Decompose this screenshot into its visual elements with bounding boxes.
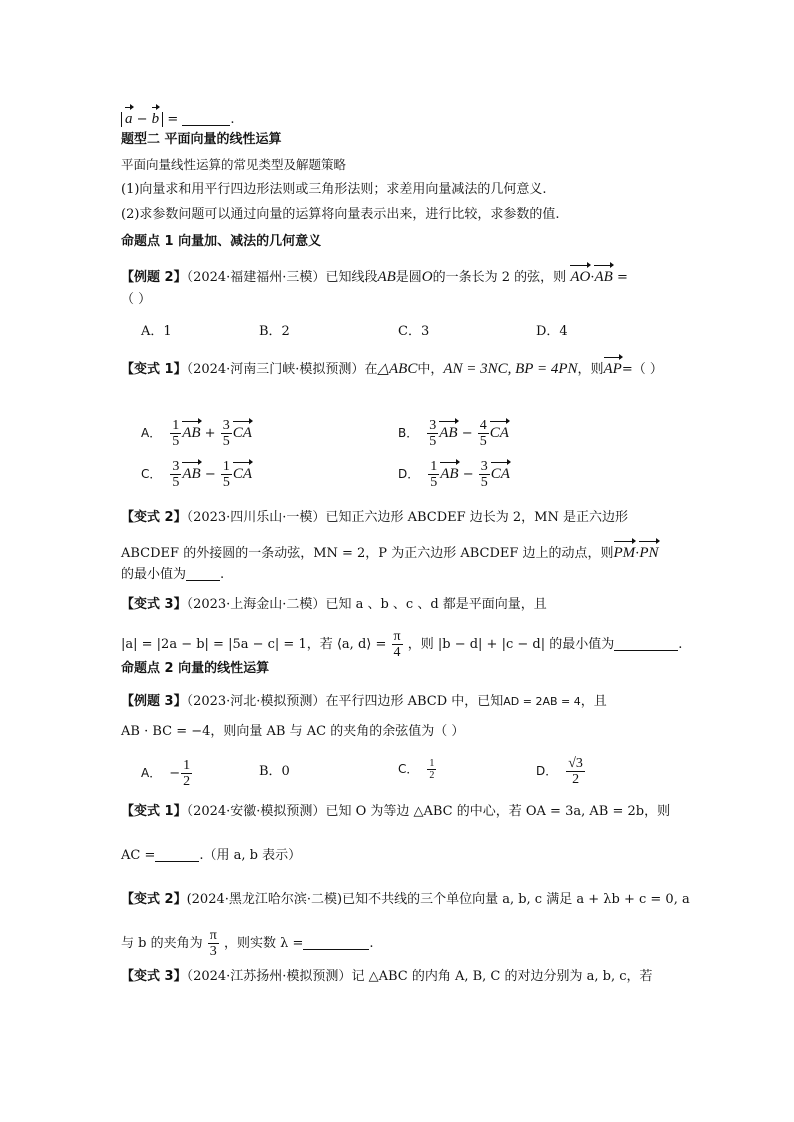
variant-3-line-2: |a| = |2a − b| = |5a − c| = 1，若 ⟨a, d⟩ = $\frac{\pi}{4}$ ，则 |b − d| + |c − d| 的最小值为 . — [121, 629, 683, 660]
variant-6-line-1: 【变式 3】（2024·江苏扬州·模拟预测）记 △ABC 的内角 A, B, C 的对边分别为 a, b, c，若 — [121, 969, 653, 984]
strategy-heading: 平面向量线性运算的常见类型及解题策略 — [121, 157, 347, 172]
strategy-item-1: (1)向量求和用平行四边形法则或三角形法则；求差用向量减法的几何意义. — [121, 182, 547, 197]
answer-blank — [155, 847, 199, 862]
variant-2-line-3: 的最小值为 . — [121, 567, 225, 582]
option-c: C． $\frac{3}{5}$ AB − $\frac{1}{5}$ CA — [141, 459, 253, 490]
strategy-item-2: (2)求参数问题可以通过向量的运算将向量表示出来，进行比较，求参数的值. — [121, 207, 560, 222]
variant-2-line-2: ABCDEF 的外接圆的一条动弦，MN = 2，P 为正六边形 ABCDEF 边上的动点，则PM·PN — [121, 540, 659, 564]
option-b: B． $\frac{3}{5}$ AB − $\frac{4}{5}$ CA — [398, 418, 509, 449]
option-b: B．0 — [259, 764, 290, 779]
answer-blank — [182, 111, 230, 126]
option-a: A． $\frac{1}{5}$ AB + $\frac{3}{5}$ CA — [141, 418, 252, 449]
option-a: A．1 — [141, 324, 172, 339]
topic-point-1: 命题点 1 向量加、减法的几何意义 — [121, 234, 322, 249]
variant-3-line-1: 【变式 3】（2023·上海金山·二模）已知 a 、b 、c 、d 都是平面向量，且 — [121, 597, 547, 612]
variant-5-line-1: 【变式 2】(2024·黑龙江哈尔滨·二模)已知不共线的三个单位向量 a, b, c 满足 a + λb + c = 0, a — [121, 892, 690, 907]
answer-parentheses: （ ） — [121, 292, 152, 307]
option-d: D． $\frac{√3}{2}$ — [536, 756, 583, 787]
option-c: C．3 — [398, 324, 430, 339]
variant-5-line-2: 与 b 的夹角为 $\frac{\pi}{3}$ ，则实数 λ = . — [121, 928, 374, 959]
option-d: D．4 — [536, 324, 568, 339]
example-3-line-2: AB · BC = −4，则向量 AB 与 AC 的夹角的余弦值为（ ） — [121, 724, 465, 739]
variant-4-line-2: AC = .（用 a, b 表示） — [121, 848, 302, 863]
answer-blank — [303, 935, 369, 950]
variant-2-line-1: 【变式 2】（2023·四川乐山·一模）已知正六边形 ABCDEF 边长为 2，MN 是正六边形 — [121, 510, 628, 525]
answer-blank — [614, 636, 678, 651]
option-b: B．2 — [259, 324, 290, 339]
section-title: 题型二 平面向量的线性运算 — [121, 132, 282, 147]
option-c: C． $\frac{1}{2}$ — [398, 758, 435, 781]
example-3-line-1: 【例题 3】（2023·河北·模拟预测）在平行四边形 ABCD 中，已知AD = 2AB = 4，且 — [121, 694, 607, 709]
variant-4-line-1: 【变式 1】（2024·安徽·模拟预测）已知 O 为等边 △ABC 的中心，若 OA = 3a, AB = 2b，则 — [121, 804, 671, 819]
option-a: A． − $\frac{1}{2}$ — [141, 758, 191, 789]
example-2-stem: 【例题 2】（2024·福建福州·三模）已知线段AB是圆O的一条长为 2 的弦，则 AO·AB = — [121, 264, 628, 288]
answer-blank — [186, 566, 220, 581]
equals-sign: = — [167, 112, 179, 127]
abs-expression: a − b — [121, 112, 163, 127]
option-d: D． $\frac{1}{5}$ AB − $\frac{3}{5}$ CA — [398, 459, 510, 490]
topic-point-2: 命题点 2 向量的线性运算 — [121, 661, 270, 676]
fill-blank-line: a − b = . — [121, 106, 235, 130]
variant-1-stem: 【变式 1】（2024·河南三门峡·模拟预测）在△ABC中，AN = 3NC, BP = 4PN，则AP=（ ） — [121, 356, 663, 380]
